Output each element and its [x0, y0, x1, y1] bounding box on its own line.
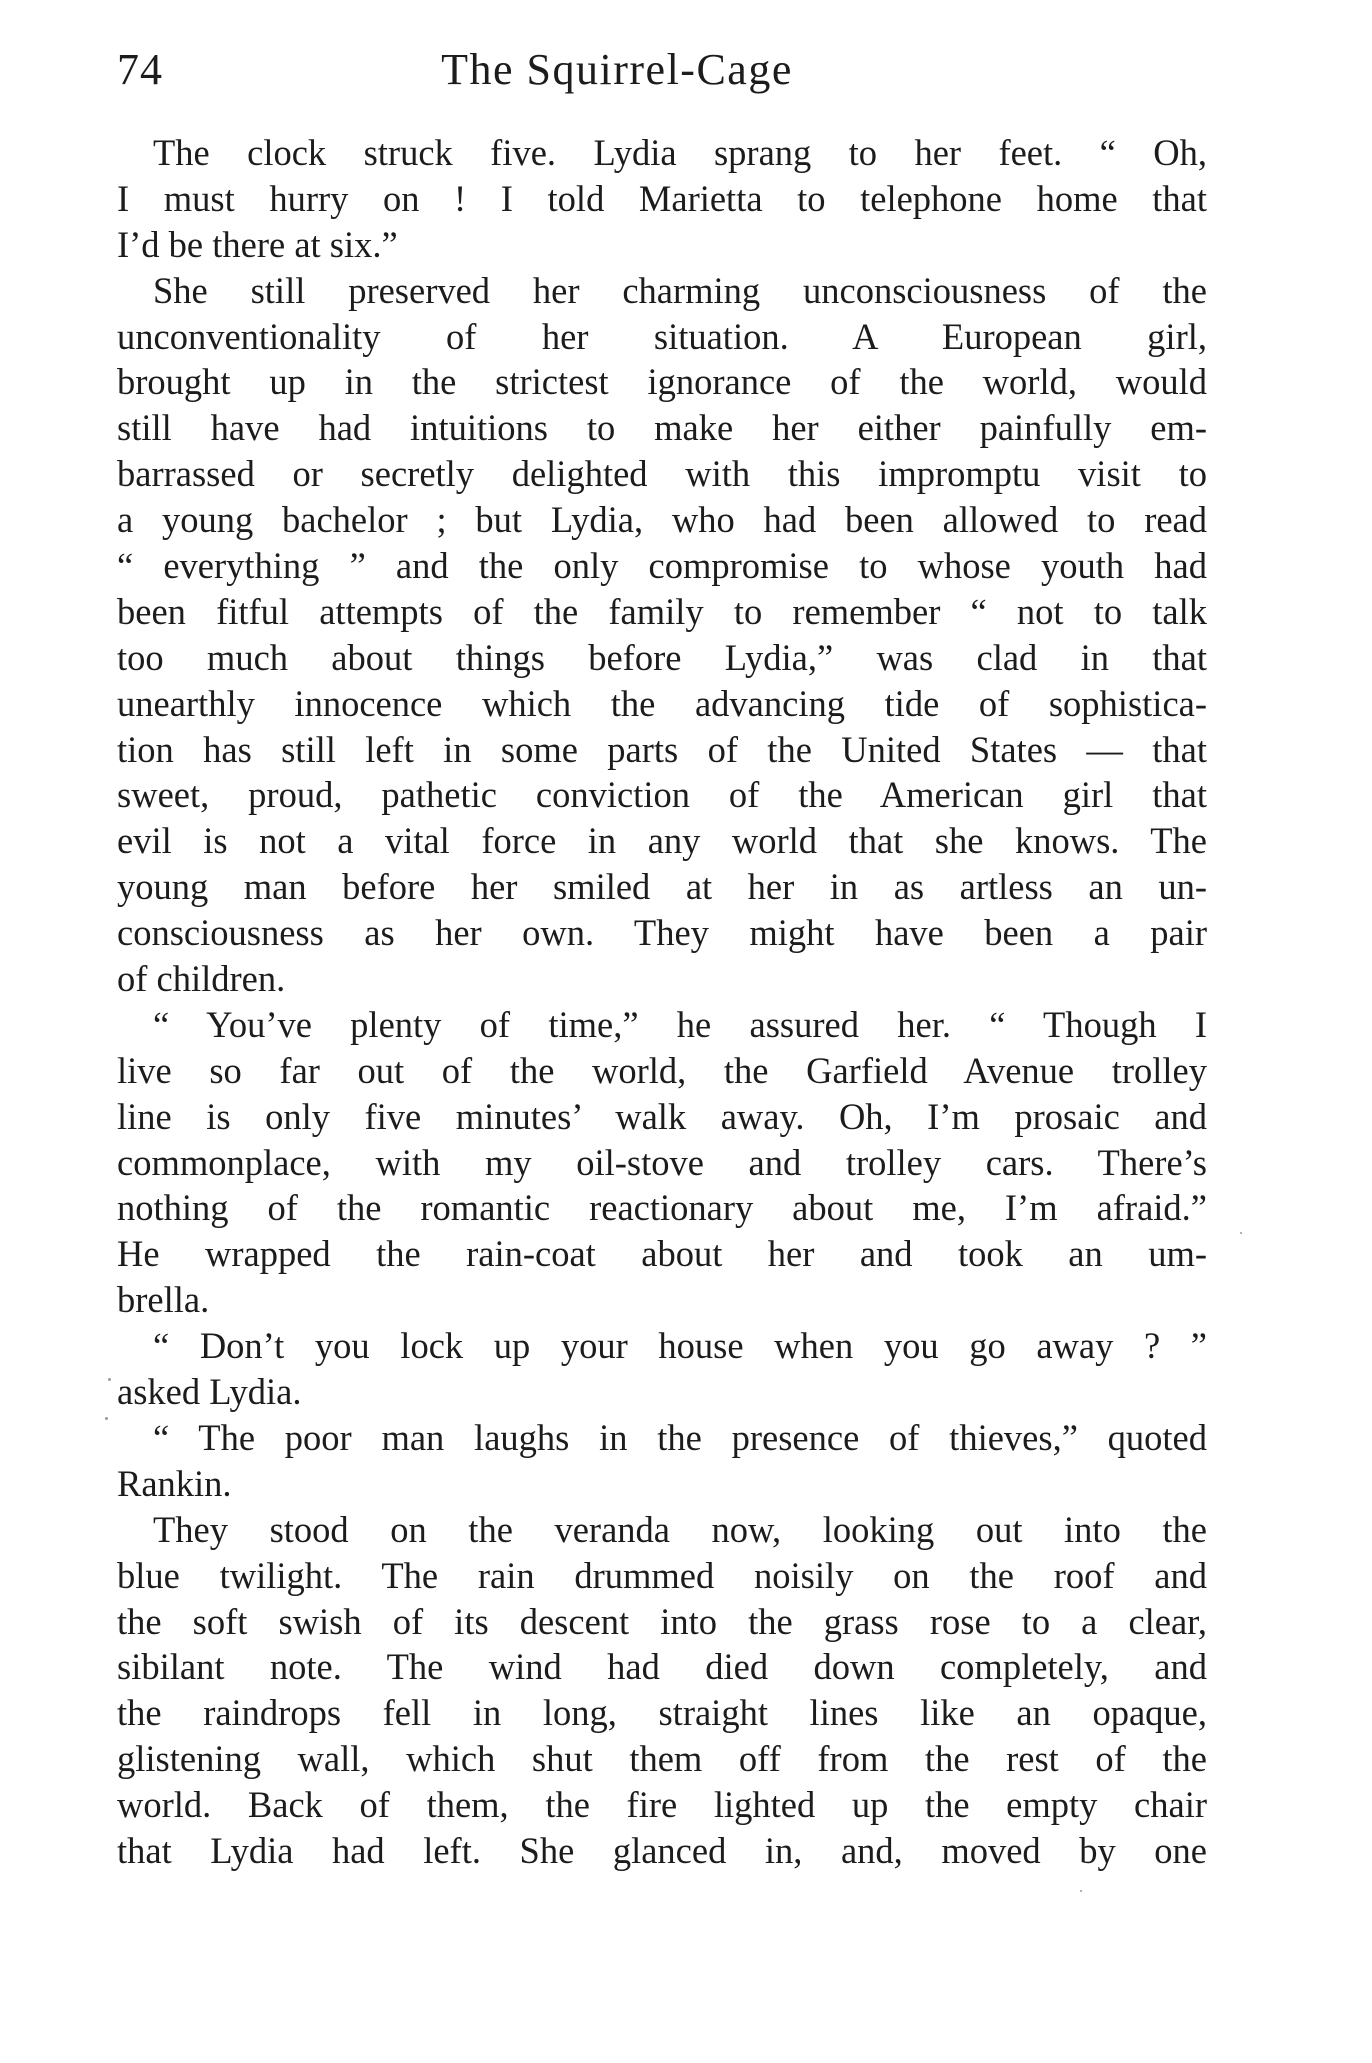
text-line: still have had intuitions to make her either painfully em- [117, 407, 1207, 449]
text-line: evil is not a vital force in any world that she knows. The [117, 820, 1207, 862]
text-line: asked Lydia. [117, 1371, 302, 1413]
text-line: unearthly innocence which the advancing tide of sophistica- [117, 682, 1207, 724]
text-line: line is only five minutes’ walk away. Oh, I’m prosaic and [117, 1095, 1207, 1137]
print-speck [1240, 1232, 1242, 1234]
page-number: 74 [117, 45, 163, 94]
text-line: commonplace, with my oil-stove and trolley cars. There’s [117, 1141, 1207, 1183]
text-line: blue twilight. The rain drummed noisily on the roof and [117, 1554, 1207, 1596]
text-line: barrassed or secretly delighted with this impromptu visit to [117, 453, 1207, 495]
print-speck [108, 1378, 111, 1381]
page-header [117, 38, 1207, 102]
text-line: a young bachelor ; but Lydia, who had been allowed to read [117, 499, 1207, 541]
text-line: She still preserved her charming unconsciousness of the [153, 269, 1207, 311]
running-title: The Squirrel-Cage [441, 45, 793, 94]
text-line: “ You’ve plenty of time,” he assured her. “ Though I [153, 1003, 1207, 1045]
text-line: They stood on the veranda now, looking out into the [153, 1508, 1207, 1550]
text-line: Rankin. [117, 1462, 232, 1504]
text-line: “ Don’t you lock up your house when you go away ? ” [153, 1325, 1207, 1367]
text-line: “ The poor man laughs in the presence of thieves,” quoted [153, 1416, 1207, 1458]
text-line: unconventionality of her situation. A European girl, [117, 315, 1207, 357]
text-line: the soft swish of its descent into the grass rose to a clear, [117, 1600, 1207, 1642]
text-line: He wrapped the rain-coat about her and took an um- [117, 1233, 1207, 1275]
text-line: sweet, proud, pathetic conviction of the American girl that [117, 774, 1207, 816]
text-line: glistening wall, which shut them off from the rest of the [117, 1738, 1207, 1780]
text-line: of children. [117, 958, 286, 1000]
text-line: nothing of the romantic reactionary about me, I’m afraid.” [117, 1187, 1207, 1229]
print-speck [105, 1417, 108, 1420]
text-line: The clock struck five. Lydia sprang to her feet. “ Oh, [153, 132, 1207, 173]
text-line: tion has still left in some parts of the United States — that [117, 728, 1207, 770]
text-line: young man before her smiled at her in as artless an un- [117, 866, 1207, 908]
text-line: I must hurry on ! I told Marietta to telephone home that [117, 177, 1207, 219]
text-line: the raindrops fell in long, straight lines like an opaque, [117, 1692, 1207, 1734]
text-line: live so far out of the world, the Garfield Avenue trolley [117, 1049, 1207, 1091]
text-line: “ everything ” and the only compromise to whose youth had [117, 545, 1207, 587]
body-text [117, 130, 1207, 1874]
text-line: brella. [117, 1279, 210, 1321]
text-line: too much about things before Lydia,” was clad in that [117, 636, 1207, 678]
text-line: been fitful attempts of the family to remember “ not to talk [117, 590, 1207, 632]
text-line: consciousness as her own. They might have been a pair [117, 912, 1207, 954]
text-line: world. Back of them, the fire lighted up the empty chair [117, 1784, 1207, 1826]
print-speck [1080, 1890, 1082, 1892]
text-line: that Lydia had left. She glanced in, and, moved by one [117, 1829, 1207, 1871]
text-line: brought up in the strictest ignorance of the world, would [117, 361, 1207, 403]
text-line: sibilant note. The wind had died down completely, and [117, 1646, 1207, 1688]
text-line: I’d be there at six.” [117, 223, 398, 265]
